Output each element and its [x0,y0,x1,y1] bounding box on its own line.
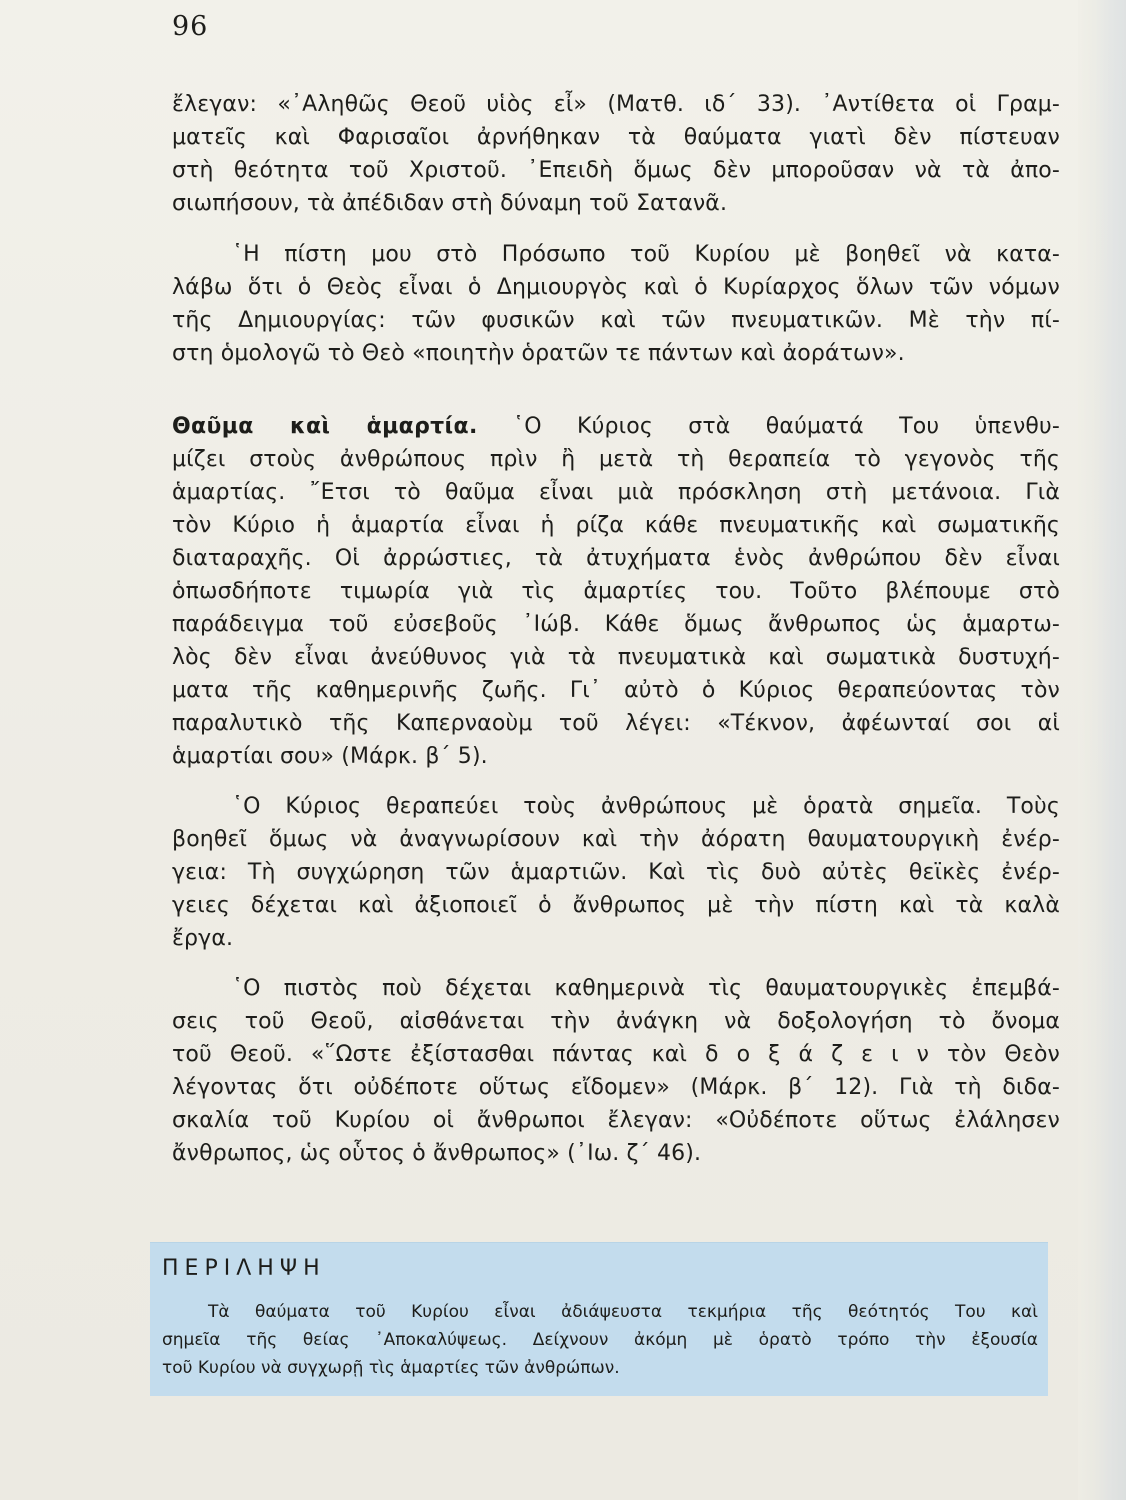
body-line: διαταραχῆς. Οἱ ἀρρώστιες, τὰ ἀτυχήματα ἑνὸς ἀνθρώπου δὲν εἶναι [172,546,1060,571]
page-number: 96 [172,11,209,42]
body-line: λάβω ὅτι ὁ Θεὸς εἶναι ὁ Δημιουργὸς καὶ ὁ Κυρίαρχος ὅλων τῶν νόμων [172,275,1060,300]
body-line: γεια: Τὴ συγχώρηση τῶν ἁμαρτιῶν. Καὶ τὶς δυὸ αὐτὲς θεϊκὲς ἐνέρ- [172,860,1060,885]
body-line: τῆς Δημιουργίας: τῶν φυσικῶν καὶ τῶν πνευματικῶν. Μὲ τὴν πί- [172,308,1060,333]
body-line: μίζει στοὺς ἀνθρώπους πρὶν ἢ μετὰ τὴ θεραπεία τὸ γεγονὸς τῆς [172,447,1060,472]
summary-line: σημεῖα τῆς θείας ᾿Αποκαλύψεως. Δείχνουν ἀκόμη μὲ ὁρατὸ τρόπο τὴν ἐξουσία [162,1330,1038,1350]
summary-line: τοῦ Κυρίου νὰ συγχωρῇ τὶς ἁμαρτίες τῶν ἀνθρώπων. [162,1358,620,1378]
section-heading: Θαῦμα καὶ ἁμαρτία. [172,414,478,439]
body-line-text: ῾Ο Κύριος στὰ θαύματά Του ὑπενθυ- [513,414,1060,439]
body-line: λέγοντας ὅτι οὐδέποτε οὕτως εἴδομεν» (Μάρκ. β΄ 12). Γιὰ τὴ διδα- [172,1075,1060,1100]
body-line: λὸς δὲν εἶναι ἀνεύθυνος γιὰ τὰ πνευματικὰ καὶ σωματικὰ δυστυχή- [172,645,1060,670]
body-line: ματεῖς καὶ Φαρισαῖοι ἀρνήθηκαν τὰ θαύματα γιατὶ δὲν πίστευαν [172,125,1060,150]
body-line: ῾Ο Κύριος θεραπεύει τοὺς ἀνθρώπους μὲ ὁρατὰ σημεῖα. Τοὺς [232,794,1060,819]
body-line: στη ὁμολογῶ τὸ Θεὸ «ποιητὴν ὁρατῶν τε πάντων καὶ ἀοράτων». [172,341,905,366]
body-line: σιωπήσουν, τὰ ἀπέδιδαν στὴ δύναμη τοῦ Σατανᾶ. [172,191,728,216]
body-line: ἔλεγαν: «᾿Αληθῶς Θεοῦ υἱὸς εἶ» (Ματθ. ιδ΄ 33). ᾿Αντίθετα οἱ Γραμ- [172,92,1060,117]
body-line: ὁπωσδήποτε τιμωρία γιὰ τὶς ἁμαρτίες του. Τοῦτο βλέπουμε στὸ [172,579,1060,604]
summary-heading: ΠΕΡΙΛΗΨΗ [162,1256,326,1281]
body-line: τοῦ Θεοῦ. «῞Ωστε ἐξίστασθαι πάντας καὶ δ ο ξ ά ζ ε ι ν τὸν Θεὸν [172,1042,1060,1067]
body-line: βοηθεῖ ὅμως νὰ ἀναγνωρίσουν καὶ τὴν ἀόρατη θαυματουργικὴ ἐνέρ- [172,827,1060,852]
body-line: γειες δέχεται καὶ ἀξιοποιεῖ ὁ ἄνθρωπος μὲ τὴν πίστη καὶ τὰ καλὰ [172,893,1060,918]
body-line: τὸν Κύριο ἡ ἁμαρτία εἶναι ἡ ρίζα κάθε πνευματικῆς καὶ σωματικῆς [172,513,1060,538]
body-line: παραλυτικὸ τῆς Καπερναοὺμ τοῦ λέγει: «Τέκνον, ἀφέωνταί σοι αἱ [172,711,1060,736]
body-line: σεις τοῦ Θεοῦ, αἰσθάνεται τὴν ἀνάγκη νὰ δοξολογήση τὸ ὄνομα [172,1009,1060,1034]
body-line: σκαλία τοῦ Κυρίου οἱ ἄνθρωποι ἔλεγαν: «Οὐδέποτε οὕτως ἐλάλησεν [172,1108,1060,1133]
section-heading-line [172,410,1060,443]
body-line: στὴ θεότητα τοῦ Χριστοῦ. ᾿Επειδὴ ὅμως δὲν μποροῦσαν νὰ τὰ ἀπο- [172,158,1060,183]
summary-box [150,1242,1048,1396]
body-line: ἔργα. [172,926,234,951]
body-line: παράδειγμα τοῦ εὐσεβοῦς ᾿Ιώβ. Κάθε ὅμως ἄνθρωπος ὡς ἁμαρτω- [172,612,1060,637]
summary-line: Τὰ θαύματα τοῦ Κυρίου εἶναι ἀδιάψευστα τεκμήρια τῆς θεότητός Του καὶ [208,1302,1038,1322]
body-line: ἁμαρτίας. ῎Ετσι τὸ θαῦμα εἶναι μιὰ πρόσκληση στὴ μετάνοια. Γιὰ [172,480,1060,505]
body-line: ἄνθρωπος, ὡς οὗτος ὁ ἄνθρωπος» (᾿Ιω. ζ΄ 46). [172,1141,702,1166]
body-line: ῾Η πίστη μου στὸ Πρόσωπο τοῦ Κυρίου μὲ βοηθεῖ νὰ κατα- [232,242,1060,267]
body-line: ἁμαρτίαι σου» (Μάρκ. β΄ 5). [172,744,488,769]
body-line: ῾Ο πιστὸς ποὺ δέχεται καθημερινὰ τὶς θαυματουργικὲς ἐπεμβά- [232,976,1060,1001]
body-line: ματα τῆς καθημερινῆς ζωῆς. Γι᾿ αὐτὸ ὁ Κύριος θεραπεύοντας τὸν [172,678,1060,703]
page-edge-bleed [1078,0,1126,1500]
